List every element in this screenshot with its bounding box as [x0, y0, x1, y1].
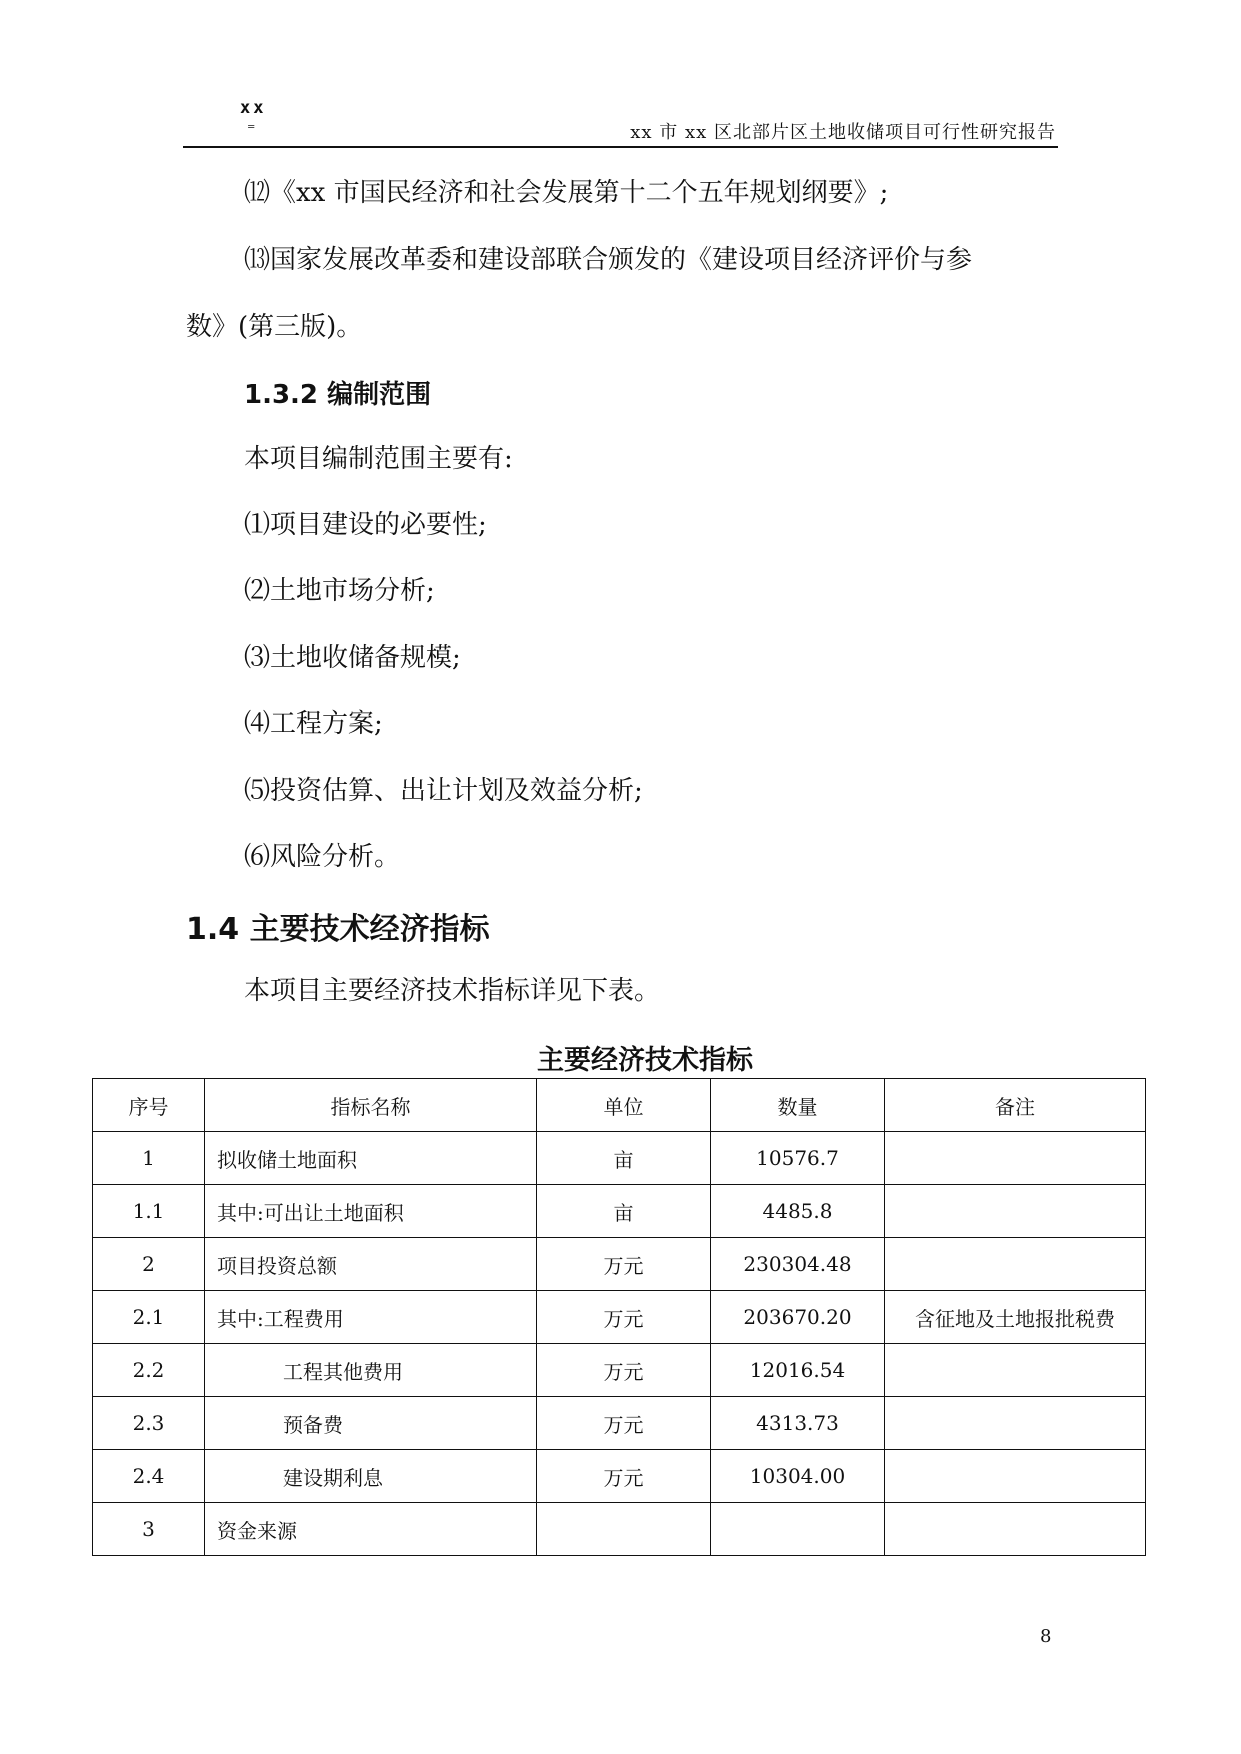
cell-no: 1.1 — [93, 1185, 205, 1238]
cell-no: 3 — [93, 1503, 205, 1556]
cell-unit: 万元 — [537, 1291, 711, 1344]
cell-unit: 万元 — [537, 1397, 711, 1450]
section-1-4-intro: 本项目主要经济技术指标详见下表。 — [244, 976, 661, 1006]
table-row — [93, 1503, 1146, 1556]
cell-no: 2.2 — [93, 1344, 205, 1397]
page-number: 8 — [1040, 1626, 1052, 1647]
cell-unit: 万元 — [537, 1450, 711, 1503]
cell-quantity: 203670.20 — [711, 1291, 885, 1344]
table-row — [93, 1291, 1146, 1344]
cell-quantity: 12016.54 — [711, 1344, 885, 1397]
cell-quantity: 10304.00 — [711, 1450, 885, 1503]
cell-note — [885, 1397, 1146, 1450]
column-header-note: 备注 — [885, 1079, 1146, 1132]
table-row — [93, 1344, 1146, 1397]
column-header-name: 指标名称 — [205, 1079, 537, 1132]
cell-note — [885, 1503, 1146, 1556]
cell-name: 其中:可出让土地面积 — [205, 1185, 537, 1238]
scope-intro: 本项目编制范围主要有: — [244, 444, 513, 474]
cell-unit: 万元 — [537, 1238, 711, 1291]
scope-item: ⑹风险分析。 — [244, 842, 401, 872]
table-row — [93, 1185, 1146, 1238]
cell-name: 建设期利息 — [205, 1450, 537, 1503]
table-caption: 主要经济技术指标 — [537, 1045, 753, 1076]
cell-unit — [537, 1503, 711, 1556]
section-1-3-2-heading: 1.3.2 编制范围 — [244, 380, 432, 410]
cell-quantity: 230304.48 — [711, 1238, 885, 1291]
table-row — [93, 1397, 1146, 1450]
cell-name: 其中:工程费用 — [205, 1291, 537, 1344]
cell-name: 项目投资总额 — [205, 1238, 537, 1291]
cell-no: 1 — [93, 1132, 205, 1185]
table-header-row — [93, 1079, 1146, 1132]
cell-name: 资金来源 — [205, 1503, 537, 1556]
table-row — [93, 1238, 1146, 1291]
header-title: xx 市 xx 区北部片区土地收储项目可行性研究报告 — [630, 122, 1056, 143]
cell-no: 2.3 — [93, 1397, 205, 1450]
cell-note — [885, 1450, 1146, 1503]
cell-name: 预备费 — [205, 1397, 537, 1450]
cell-name: 工程其他费用 — [205, 1344, 537, 1397]
scope-item: ⑵土地市场分析; — [244, 576, 435, 606]
header-rule — [183, 146, 1058, 148]
section-1-4-heading: 1.4 主要技术经济指标 — [186, 912, 490, 947]
scope-item: ⑸投资估算、出让计划及效益分析; — [244, 776, 643, 806]
cell-note — [885, 1238, 1146, 1291]
scope-item: ⑶土地收储备规模; — [244, 643, 461, 673]
reference-13-line-2: 数》(第三版)。 — [186, 312, 363, 342]
cell-name: 拟收储土地面积 — [205, 1132, 537, 1185]
column-header-no: 序号 — [93, 1079, 205, 1132]
header-logo-mark: = — [247, 122, 256, 133]
cell-no: 2 — [93, 1238, 205, 1291]
column-header-quantity: 数量 — [711, 1079, 885, 1132]
cell-note — [885, 1132, 1146, 1185]
header-logo: xx — [240, 98, 267, 118]
cell-quantity: 4313.73 — [711, 1397, 885, 1450]
cell-unit: 亩 — [537, 1132, 711, 1185]
cell-unit: 万元 — [537, 1344, 711, 1397]
cell-no: 2.1 — [93, 1291, 205, 1344]
reference-12: ⑿《xx 市国民经济和社会发展第十二个五年规划纲要》; — [244, 178, 889, 208]
table-row — [93, 1450, 1146, 1503]
cell-note: 含征地及土地报批税费 — [885, 1291, 1146, 1344]
column-header-unit: 单位 — [537, 1079, 711, 1132]
cell-quantity — [711, 1503, 885, 1556]
cell-quantity: 4485.8 — [711, 1185, 885, 1238]
reference-13-line-1: ⒀国家发展改革委和建设部联合颁发的《建设项目经济评价与参 — [244, 245, 973, 275]
cell-quantity: 10576.7 — [711, 1132, 885, 1185]
scope-item: ⑴项目建设的必要性; — [244, 510, 487, 540]
cell-note — [885, 1344, 1146, 1397]
table-row — [93, 1132, 1146, 1185]
scope-item: ⑷工程方案; — [244, 709, 383, 739]
indicator-table — [92, 1078, 1146, 1556]
cell-note — [885, 1185, 1146, 1238]
cell-unit: 亩 — [537, 1185, 711, 1238]
cell-no: 2.4 — [93, 1450, 205, 1503]
